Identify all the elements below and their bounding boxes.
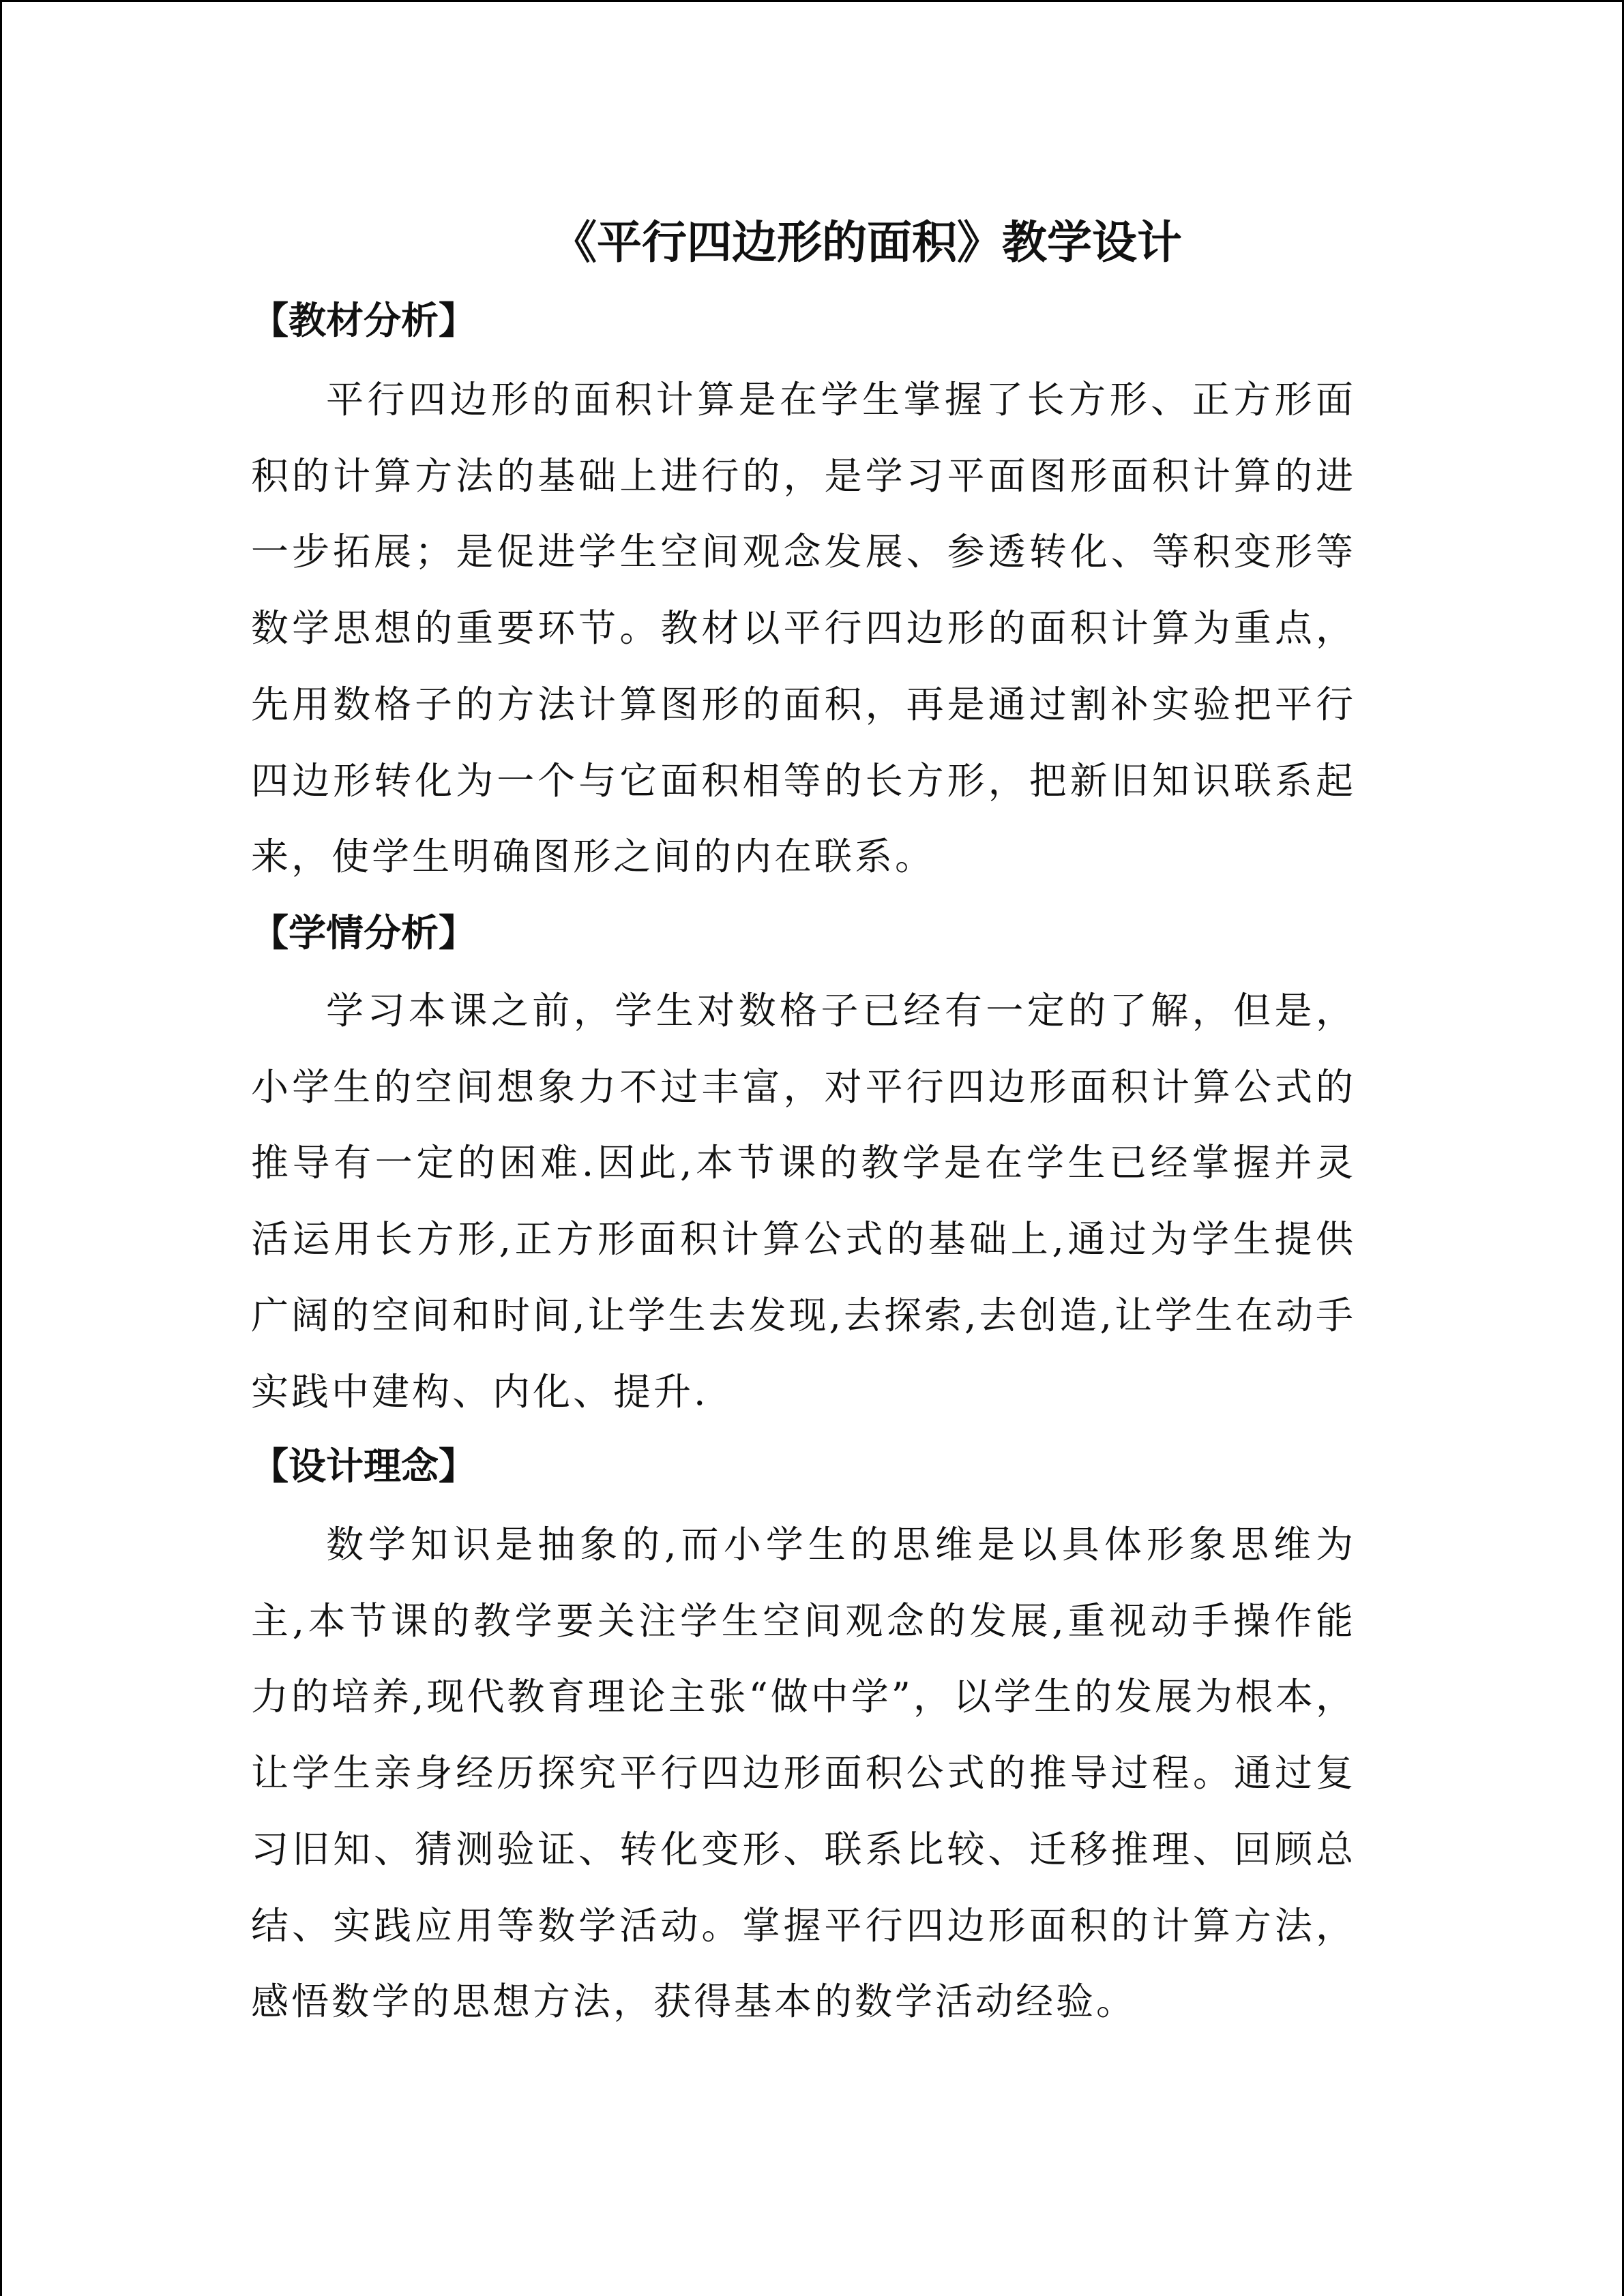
section-heading-design-concept: 【设计理念】 — [251, 1444, 477, 1488]
section-body-textbook-analysis: 平行四边形的面积计算是在学生掌握了长方形、正方形面积的计算方法的基础上进行的，是学习平面图形面积计算的进一步拓展；是促进学生空间观念发展、参透转化、等积变形等数学思想的重要环节。教材以平行四边形的面积计算为重点，先用数格子的方法计算图形的面积，再是通过割补实验把平行四边形转化为一个与它面积相等的长方形，把新旧知识联系起来，使学生明确图形之间的内在联系。 — [251, 378, 1356, 879]
section-body-student-analysis: 学习本课之前，学生对数格子已经有一定的了解，但是，小学生的空间想象力不过丰富，对平行四边形面积计算公式的推导有一定的困难.因此,本节课的教学是在学生已经掌握并灵活运用长方形,正方形面积计算公式的基础上,通过为学生提供广阔的空间和时间,让学生去发现,去探索,去创造,让学生在动手实践中建构、内化、提升. — [251, 989, 1356, 1414]
section-heading-textbook-analysis: 【教材分析】 — [251, 298, 477, 342]
document-title: 《平行四边形的面积》教学设计 — [552, 215, 1182, 269]
section-body-design-concept: 数学知识是抽象的,而小学生的思维是以具体形象思维为主,本节课的教学要关注学生空间观念的发展,重视动手操作能力的培养,现代教育理论主张“做中学”，以学生的发展为根本，让学生亲身经历探究平行四边形面积公式的推导过程。通过复习旧知、猜测验证、转化变形、联系比较、迁移推理、回顾总结、实践应用等数学活动。掌握平行四边形面积的计算方法，感悟数学的思想方法，获得基本的数学活动经验。 — [251, 1523, 1356, 2024]
section-heading-student-analysis: 【学情分析】 — [251, 910, 477, 955]
